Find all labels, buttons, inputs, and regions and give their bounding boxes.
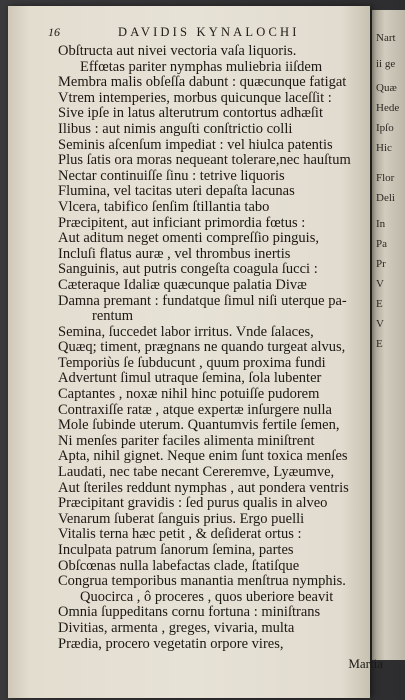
text-line: Obſtructa aut nivei vectoria vaſa liquoris. xyxy=(58,43,297,59)
text-line: Aut ſteriles reddunt nymphas , aut pondera ventris xyxy=(58,479,349,496)
folio-number: 16 xyxy=(48,25,60,39)
text-line: Contraxiſſe ratæ , atque expertæ inſurgere nulla xyxy=(58,401,332,418)
facing-page-fragment: In xyxy=(376,218,386,230)
page-header xyxy=(48,25,368,43)
text-line: Venarum ſuberat ſanguis prius. Ergo puelli xyxy=(58,510,305,527)
text-line: Quæq; timent, prægnans ne quando turgeat alvus, xyxy=(58,339,346,356)
text-line: Flumina, vel tacitas uteri depaſta lacunas xyxy=(58,183,295,200)
text-line: Plus ſatis ora moras nequeant tolerare,nec hauſtum xyxy=(58,152,351,169)
text-line: Quocirca , ô proceres , quos uberiore beavit xyxy=(80,588,334,605)
facing-page-fragment: Hic xyxy=(376,142,392,154)
text-line: Sive ipſe in latus alterutrum contortus adhæſit xyxy=(58,105,323,122)
text-line: Apta, nihil gignet. Neque enim ſunt toxica menſes xyxy=(58,448,348,465)
facing-page-fragment: V xyxy=(376,318,384,330)
facing-page-fragment: Pr xyxy=(376,258,386,270)
text-line: rentum xyxy=(92,308,134,325)
text-line: Præcipitant gravidis : ſed purus qualis in alveo xyxy=(58,495,328,512)
text-line: Vitalis terna hæc petit , & deſiderat ortus : xyxy=(58,526,302,543)
text-line: Membra malis obſeſſa dabunt : quæcunque fatigat xyxy=(58,74,347,91)
text-line: Congrua temporibus manantia menſtrua nymphis. xyxy=(58,573,346,590)
facing-page-fragment: Pa xyxy=(376,238,387,250)
text-line: Obſcœnas nulla labefactas clade, ſtatiſque xyxy=(58,557,300,574)
text-line: Incluſi flatus auræ , vel thrombus inertis xyxy=(58,245,291,262)
facing-page-edge xyxy=(372,10,405,660)
text-line: Advertunt ſimul utraque ſemina, ſola lubenter xyxy=(58,370,322,387)
text-line: Laudati, nec tabe necant Cereremve, Lyæumve, xyxy=(58,464,335,481)
text-line: Mole ſubinde uterum. Quantumvis fertile ſemen, xyxy=(58,417,340,434)
text-line: Inculpata patrum ſanorum ſemina, partes xyxy=(58,542,294,558)
facing-page-fragment: Flor xyxy=(376,172,395,184)
text-line: Prædia, procero vegetatin orpore vires, xyxy=(58,635,284,652)
text-line: Temporiùs ſe ſubducunt , quum proxima fundi xyxy=(58,354,326,371)
catchword: Martia xyxy=(348,656,383,671)
facing-page-fragment: V xyxy=(376,278,384,290)
facing-page-fragment: Deli xyxy=(376,192,395,204)
text-line: Cæteraque Idaliæ quæcunque palatia Divæ xyxy=(58,276,307,293)
facing-page-fragment: Nart xyxy=(376,32,396,44)
text-line: Divitias, armenta , greges, vivaria, multa xyxy=(58,619,295,636)
text-line: Semina, ſuccedet labor irritus. Vnde ſalaces, xyxy=(58,323,314,340)
text-line: Ni menſes pariter faciles alimenta miniſtrent xyxy=(58,432,315,449)
text-line: Vtrem intemperies, morbus quicunque laceſſit : xyxy=(58,89,332,106)
facing-page-fragment: ii ge xyxy=(376,58,396,70)
text-line: Damna premant : fundatque ſimul niſi uterque pa- xyxy=(58,292,347,309)
text-line: Sanguinis, aut putris congeſta coagula ſucci : xyxy=(58,261,318,278)
text-line: Seminis aſcenſum impediat : vel hiulca patentis xyxy=(58,136,333,153)
facing-page-fragment: E xyxy=(376,338,383,350)
text-line: Aut aditum neget omenti compreſſio pinguis, xyxy=(58,230,319,247)
text-line: Omnia ſuppeditans cornu fortuna : miniſtrans xyxy=(58,604,321,621)
text-line: Captantes , noxæ nihil hinc potuiſſe pudorem xyxy=(58,386,320,403)
facing-page-fragment: Quæ xyxy=(376,82,397,94)
text-line: Nectar continuiſſe ſinu : tetrive liquoris xyxy=(58,167,285,184)
facing-page-fragment: E xyxy=(376,298,383,310)
poem-text-block xyxy=(58,44,363,652)
text-line: Vlcera, tabifico ſenſim ſtillantia tabo xyxy=(58,198,270,215)
facing-page-fragment: Hede xyxy=(376,102,400,114)
facing-page-fragment: Ipſo xyxy=(376,122,394,134)
text-line: Præcipitent, aut inficiant primordia fœtus : xyxy=(58,214,306,231)
text-line: Effœtas pariter nymphas muliebria iiſdem xyxy=(80,58,323,75)
running-head: DAVIDIS KYNALOCHI xyxy=(118,25,300,39)
text-line: Ilibus : aut nimis anguſti conſtrictio colli xyxy=(58,120,293,137)
